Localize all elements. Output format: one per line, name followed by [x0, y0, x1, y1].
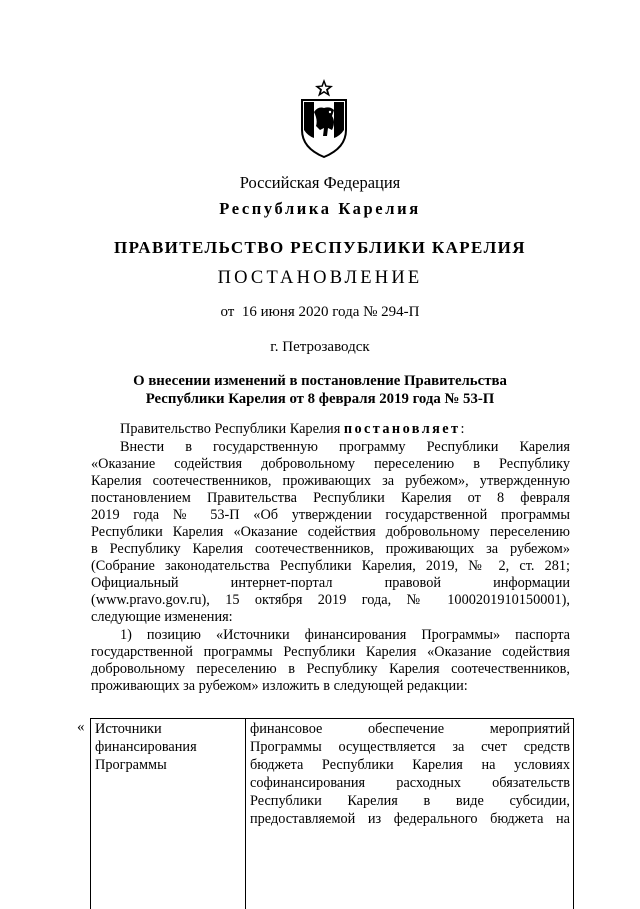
country-name: Российская Федерация [239, 173, 401, 192]
para2-line: 1) позицию «Источники финансирования Программы» паспорта [120, 627, 570, 643]
para2-line: государственной программы Республики Карелия «Оказание содействия [91, 644, 570, 660]
para1-line: Официальный интернет-портал правовой информации [91, 575, 570, 591]
karelia-coat-of-arms-icon [296, 78, 352, 158]
para1-line: Внести в государственную программу Республики Карелия [120, 439, 570, 455]
table-content-line: финансовое обеспечение мероприятий [250, 721, 570, 737]
resolves-line [91, 421, 570, 438]
subject-line-2: Республики Карелия от 8 февраля 2019 года № 53-П [145, 391, 495, 407]
table-cell-label [95, 720, 243, 774]
table-label-line: Программы [95, 757, 167, 773]
resolves-word: постановляет [343, 421, 461, 437]
opening-quote: « [77, 719, 85, 735]
table-content-line: бюджета Республики Карелия на условиях [250, 757, 570, 773]
table-label-line: Источники [95, 721, 162, 737]
para2-line: добровольному переселению в Республику Карелия соотечественников, [91, 661, 570, 677]
document-type: ПОСТАНОВЛЕНИЕ [217, 268, 423, 288]
para1-line: 2019 года № 53-П «Об утверждении государственной программы [91, 507, 570, 523]
document-city: г. Петрозаводск [270, 339, 370, 355]
para2-line: проживающих за рубежом» изложить в следующей редакции: [91, 678, 468, 694]
republic-name: Республика Карелия [219, 199, 421, 218]
para1-line: Карелия соотечественников, проживающих за рубежом», утвержденную [91, 473, 570, 489]
para1-line: Республики Карелия «Оказание содействия добровольному переселению [91, 524, 570, 540]
table-content-line: предоставляемой из федерального бюджета на [250, 811, 570, 827]
para1-line: «Оказание содействия добровольному переселению в Республику [91, 456, 570, 472]
resolves-prefix: Правительство Республики Карелия [120, 421, 344, 437]
table-column-divider [245, 719, 246, 909]
table-cell-content [250, 720, 570, 828]
resolves-colon: : [460, 421, 465, 437]
document-date-number: от 16 июня 2020 года № 294-П [220, 304, 420, 320]
para1-line: в Республику Карелия соотечественников, проживающих за рубежом» [91, 541, 570, 557]
para1-line: постановлением Правительства Республики Карелия от 8 февраля [91, 490, 570, 506]
para1-line: (www.pravo.gov.ru), 15 октября 2019 года, № 1000201910150001), [91, 592, 570, 608]
financing-table [90, 718, 574, 909]
government-title: ПРАВИТЕЛЬСТВО РЕСПУБЛИКИ КАРЕЛИЯ [114, 238, 526, 257]
table-content-line: софинансирования расходных обязательств [250, 775, 570, 791]
table-content-line: Республики Карелия в виде субсидии, [250, 793, 570, 809]
para1-line: следующие изменения: [91, 609, 233, 625]
table-content-line: Программы осуществляется за счет средств [250, 739, 570, 755]
table-label-line: финансирования [95, 739, 197, 755]
para1-line: (Собрание законодательства Республики Карелия, 2019, № 2, ст. 281; [91, 558, 570, 574]
subject-line-1: О внесении изменений в постановление Правительства [133, 373, 507, 389]
